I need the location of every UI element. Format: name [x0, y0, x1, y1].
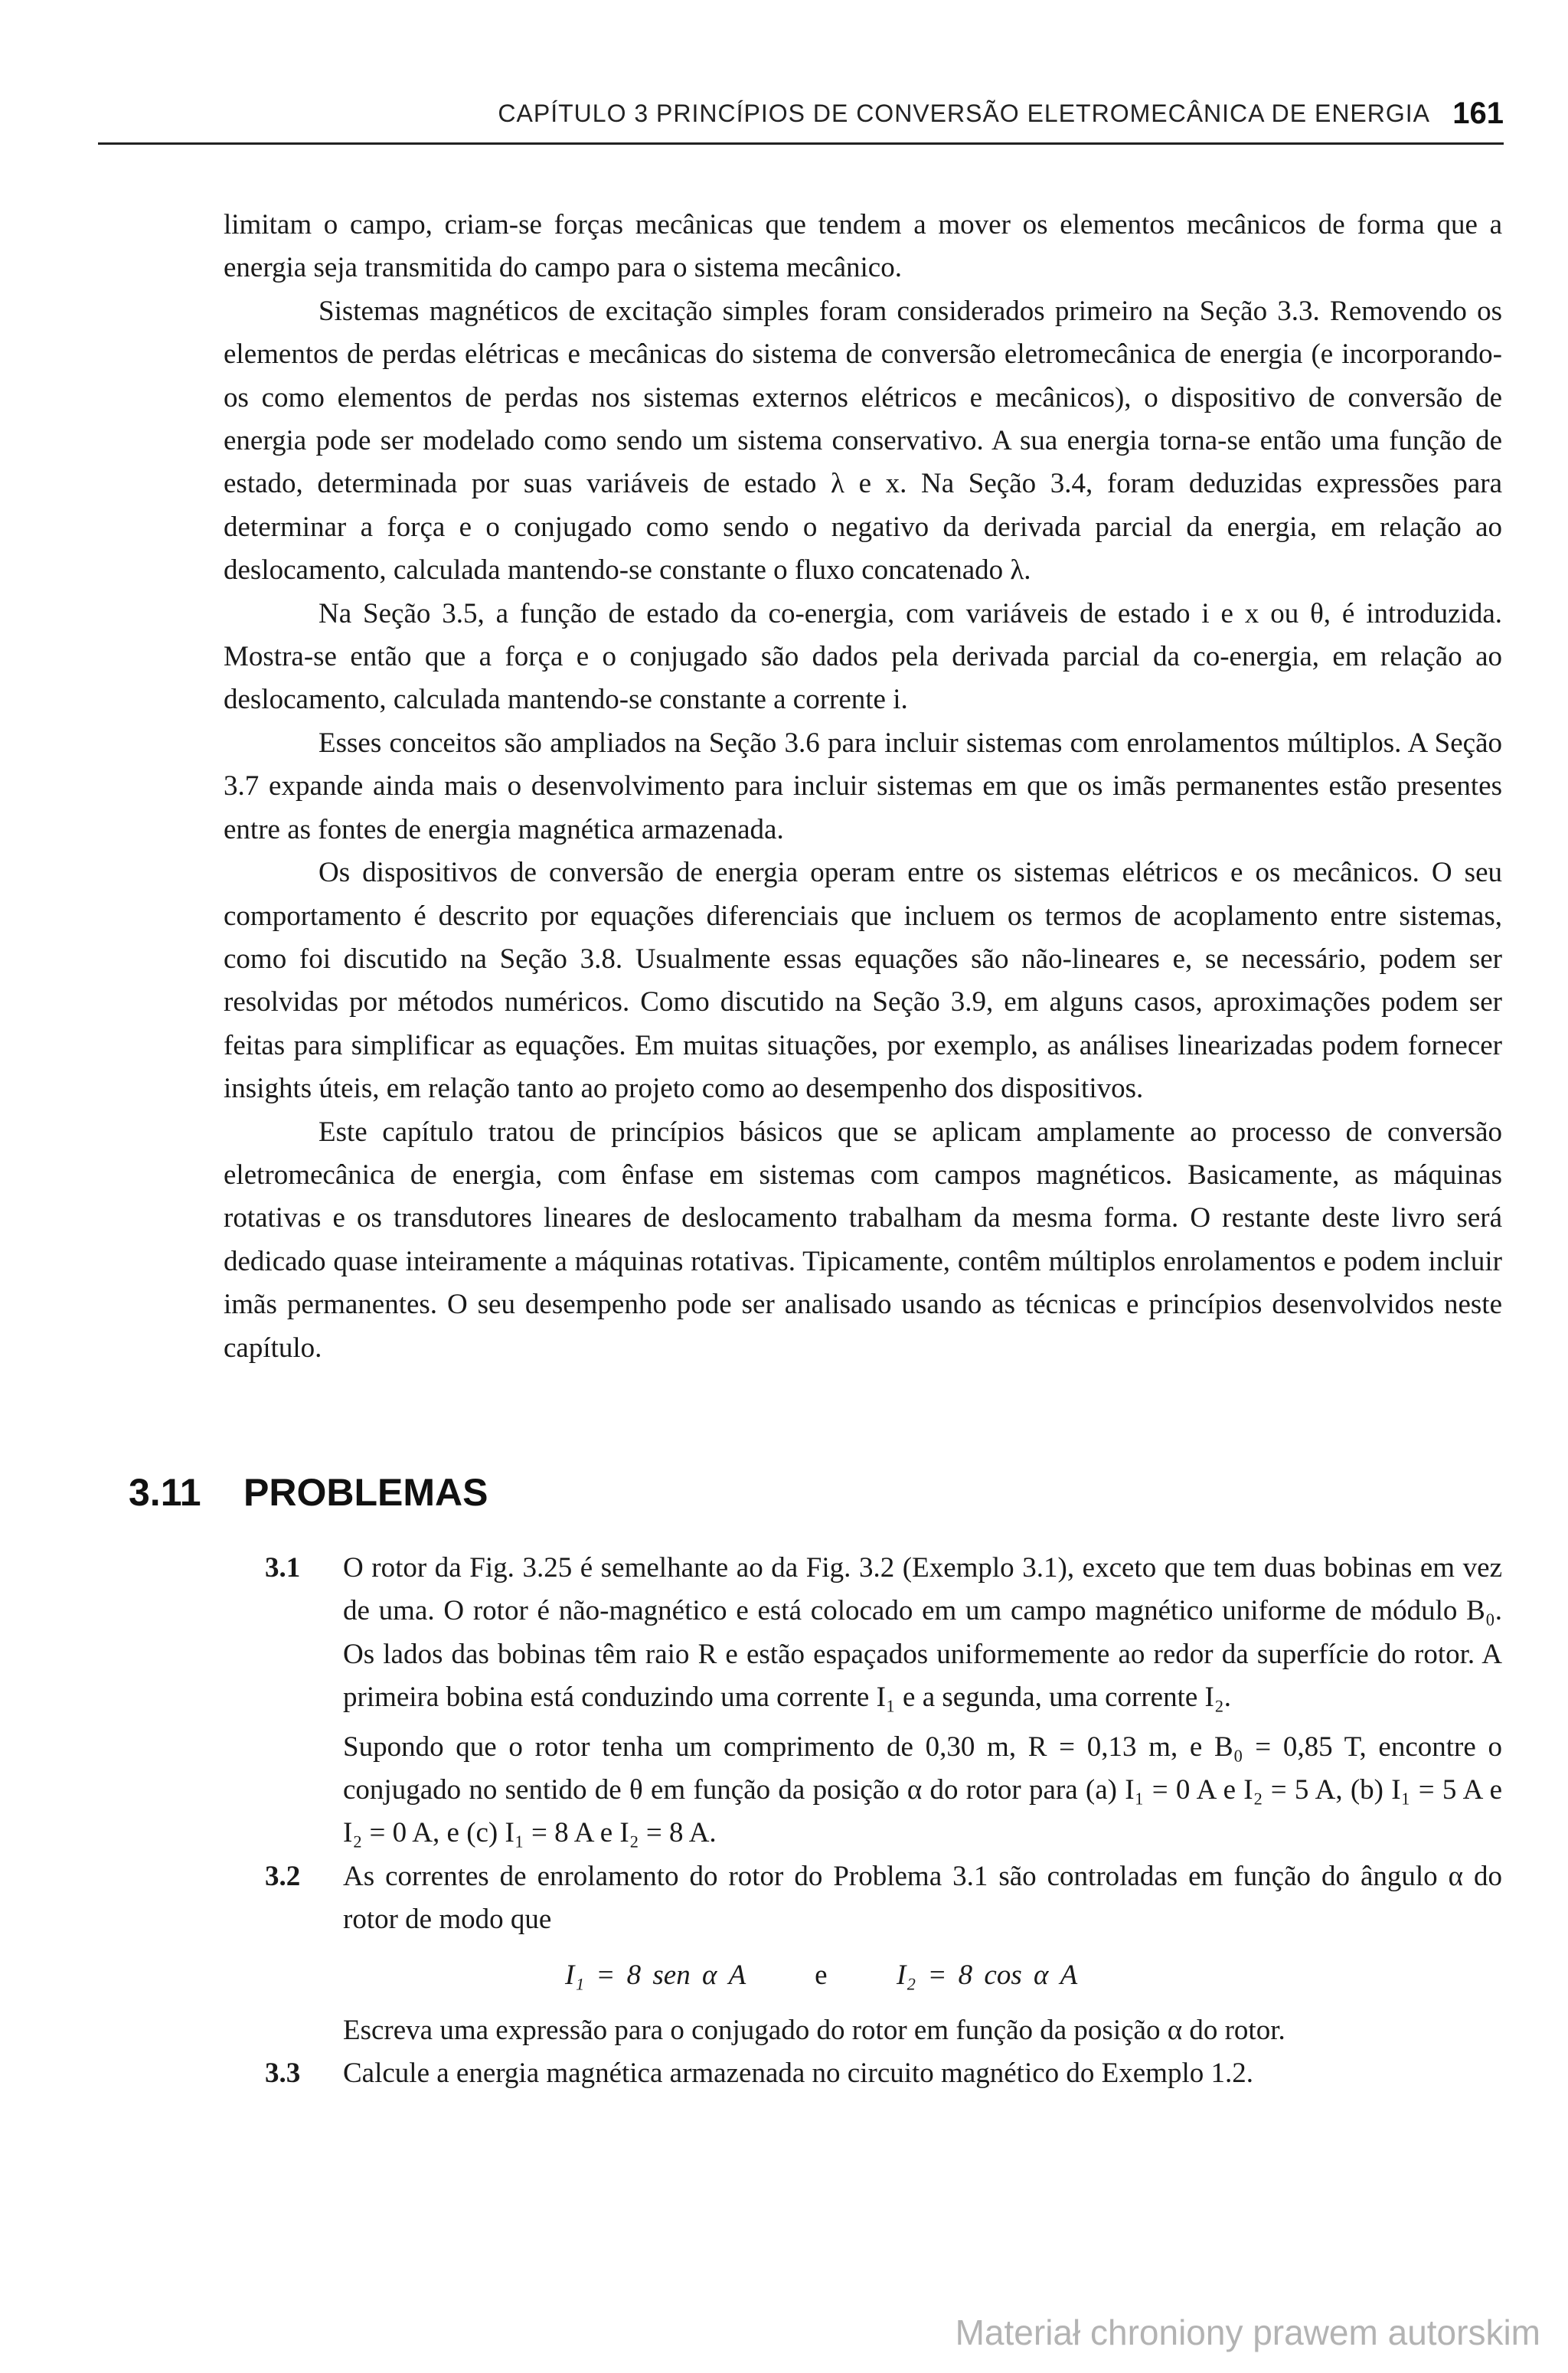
problem-number: 3.1	[265, 1552, 301, 1584]
page-header	[98, 96, 1504, 145]
body-text	[224, 204, 1502, 1370]
problem-item	[265, 1855, 1502, 2053]
problem-item	[265, 2052, 1502, 2095]
paragraph: Sistemas magnéticos de excitação simples foram considerados primeiro na Seção 3.3. Removendo os elementos de perdas elétricas e mecânicas do sistema de conversão eletromecânica de energia (e incorporando-os como elementos de perdas nos sistemas externos elétricos e mecânicos), o dispositivo de conversão de energia pode ser modelado como sendo um sistema conservativo. A sua energia torna-se então uma função de estado, determinada por suas variáveis de estado λ e x. Na Seção 3.4, foram deduzidas expressões para determinar a força e o conjugado como sendo o negativo da derivada parcial da energia, em relação ao deslocamento, calculada mantendo-se constante o fluxo concatenado λ.	[224, 295, 1502, 587]
watermark: Materiał chroniony prawem autorskim	[955, 2313, 1540, 2352]
equation-right: I₂ = 8 cos α A	[897, 1959, 1078, 1991]
paragraph: limitam o campo, criam-se forças mecânicas que tendem a mover os elementos mecânicos de forma que a energia seja transmitida do campo para o sistema mecânico.	[224, 209, 1502, 284]
problem-item	[265, 1547, 1502, 1855]
problem-number: 3.3	[265, 2058, 301, 2090]
page-number: 161	[1452, 96, 1504, 130]
problem-text: Calcule a energia magnética armazenada no circuito magnético do Exemplo 1.2.	[343, 2058, 1253, 2090]
paragraph: Este capítulo tratou de princípios básicos que se aplicam amplamente ao processo de conversão eletromecânica de energia, com ênfase em sistemas com campos magnéticos. Basicamente, as máquinas rotativas e os transdutores lineares de deslocamento trabalham da mesma forma. O restante deste livro será dedicado quase inteiramente a máquinas rotativas. Tipicamente, contêm múltiplos enrolamentos e podem incluir imãs permanentes. O seu desempenho pode ser analisado usando as técnicas e princípios desenvolvidos neste capítulo.	[224, 1116, 1502, 1364]
equation-left: I₁ = 8 sen α A	[565, 1959, 746, 1991]
equation-conjunction: e	[815, 1959, 828, 1991]
section-title: PROBLEMAS	[243, 1471, 488, 1514]
paragraph: Esses conceitos são ampliados na Seção 3.6 para incluir sistemas com enrolamentos múltiplos. A Seção 3.7 expande ainda mais o desenvolvimento para incluir sistemas em que os imãs permanentes estão presentes entre as fontes de energia magnética armazenada.	[224, 727, 1502, 845]
equation	[343, 1954, 1502, 1997]
paragraph: Os dispositivos de conversão de energia operam entre os sistemas elétricos e os mecânicos. O seu comportamento é descrito por equações diferenciais que incluem os termos de acoplamento entre sistemas, como foi discutido na Seção 3.8. Usualmente essas equações são não-lineares e, se necessário, podem ser resolvidas por métodos numéricos. Como discutido na Seção 3.9, em alguns casos, aproximações podem ser feitas para simplificar as equações. Em muitas situações, por exemplo, as análises linearizadas podem fornecer insights úteis, em relação tanto ao projeto como ao desempenho dos dispositivos.	[224, 857, 1502, 1105]
running-title: CAPÍTULO 3 PRINCÍPIOS DE CONVERSÃO ELETROMECÂNICA DE ENERGIA	[498, 100, 1430, 127]
section-heading	[129, 1470, 488, 1515]
problem-text: As correntes de enrolamento do rotor do Problema 3.1 são controladas em função do ângulo α do rotor de modo que	[343, 1860, 1502, 1936]
problem-text: Escreva uma expressão para o conjugado do rotor em função da posição α do rotor.	[343, 2015, 1285, 2047]
problems-list	[265, 1547, 1502, 2096]
problem-number: 3.2	[265, 1860, 301, 1892]
section-number: 3.11	[129, 1471, 201, 1514]
paragraph: Na Seção 3.5, a função de estado da co-energia, com variáveis de estado i e x ou θ, é introduzida. Mostra-se então que a força e o conjugado são dados pela derivada parcial da co-energia, em relação ao deslocamento, calculada mantendo-se constante a corrente i.	[224, 597, 1502, 716]
problem-text: Supondo que o rotor tenha um comprimento de 0,30 m, R = 0,13 m, e B₀ = 0,85 T, encontre o conjugado no sentido de θ em função da posição α do rotor para (a) I₁ = 0 A e I₂ = 5 A, (b) I₁ = 5 A e I₂ = 0 A, e (c) I₁ = 8 A e I₂ = 8 A.	[343, 1731, 1502, 1849]
problem-text: O rotor da Fig. 3.25 é semelhante ao da Fig. 3.2 (Exemplo 3.1), exceto que tem duas bobinas em vez de uma. O rotor é não-magnético e está colocado em um campo magnético uniforme de módulo B₀. Os lados das bobinas têm raio R e estão espaçados uniformemente ao redor da superfície do rotor. A primeira bobina está conduzindo uma corrente I₁ e a segunda, uma corrente I₂.	[343, 1552, 1502, 1714]
